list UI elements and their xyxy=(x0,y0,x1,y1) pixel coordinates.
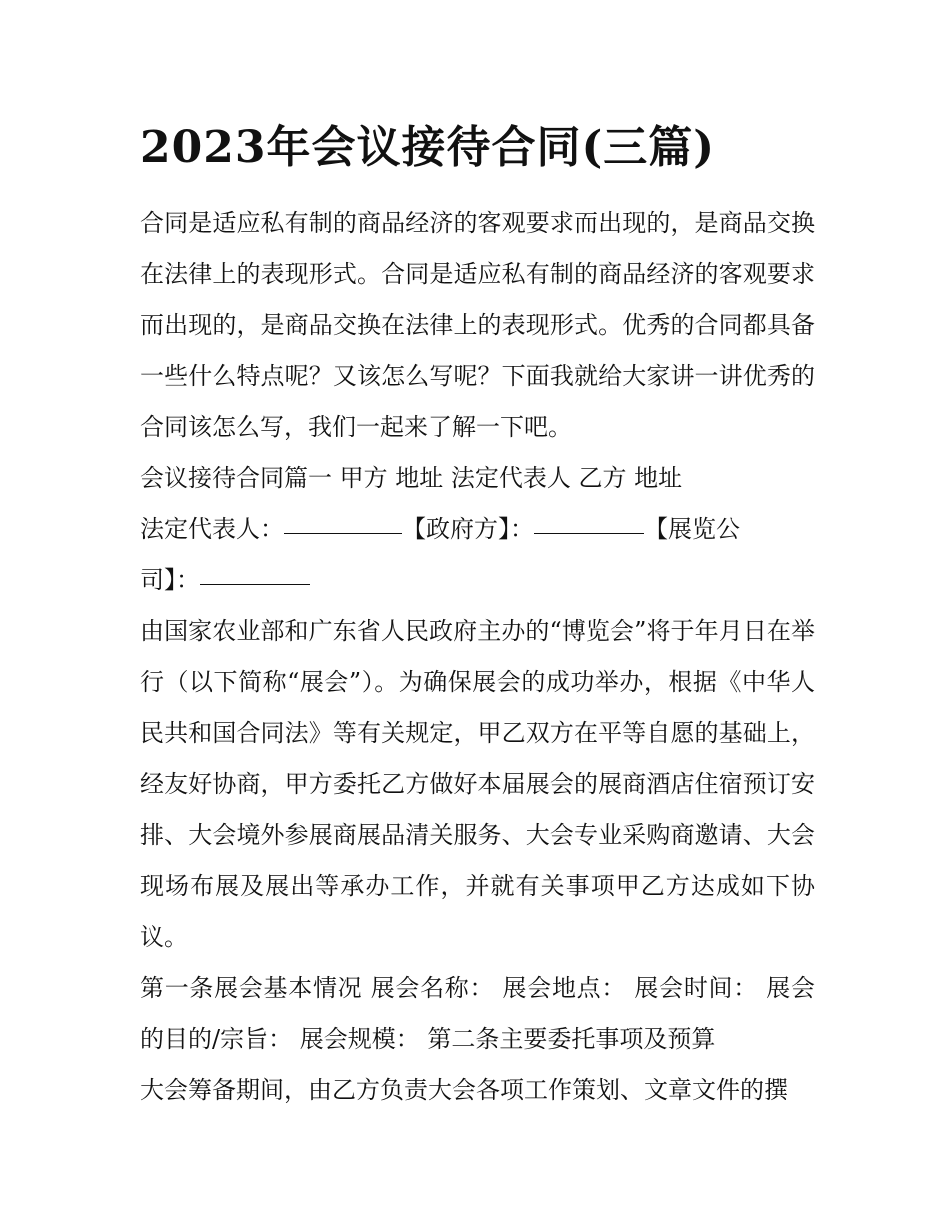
exhibition-company-blank xyxy=(200,583,310,585)
exhibition-company-label-end: 司】： xyxy=(140,566,200,594)
preparation-paragraph: 大会筹备期间，由乙方负责大会各项工作策划、文章文件的撰 xyxy=(140,1076,788,1104)
intro-paragraph: 合同是适应私有制的商品经济的客观要求而出现的，是商品交换在法律上的表现形式。合同是适应私有制的商品经济的客观要求而出现的，是商品交换在法律上的表现形式。优秀的合同都具备一些什么特点呢？又该怎么写呢？下面我就给大家讲一讲优秀的合同该怎么写，我们一起来了解一下吧。 xyxy=(140,209,815,441)
government-blank xyxy=(534,532,644,534)
article-one-paragraph: 第一条展会基本情况 展会名称： 展会地点： 展会时间： 展会的目的/宗旨： 展会规模： 第二条主要委托事项及预算 xyxy=(140,974,815,1053)
legal-rep-blank xyxy=(284,532,402,534)
signature-line xyxy=(140,504,815,606)
background-paragraph: 由国家农业部和广东省人民政府主办的“博览会”将于年月日在举行（以下简称“展会”）。为确保展会的成功举办，根据《中华人民共和国合同法》等有关规定，甲乙双方在平等自愿的基础上，经友好协商，甲方委托乙方做好本届展会的展商酒店住宿预订安排、大会境外参展商展品清关服务、大会专业采购商邀请、大会现场布展及展出等承办工作，并就有关事项甲乙方达成如下协议。 xyxy=(140,617,815,951)
government-label: 【政府方】： xyxy=(402,515,534,543)
exhibition-company-label-start: 【展览公 xyxy=(644,515,740,543)
parties-paragraph: 会议接待合同篇一 甲方 地址 法定代表人 乙方 地址 xyxy=(140,464,683,492)
document-title: 2023年会议接待合同(三篇) xyxy=(140,122,716,173)
document-body xyxy=(140,198,815,1116)
legal-rep-label: 法定代表人： xyxy=(140,515,284,543)
